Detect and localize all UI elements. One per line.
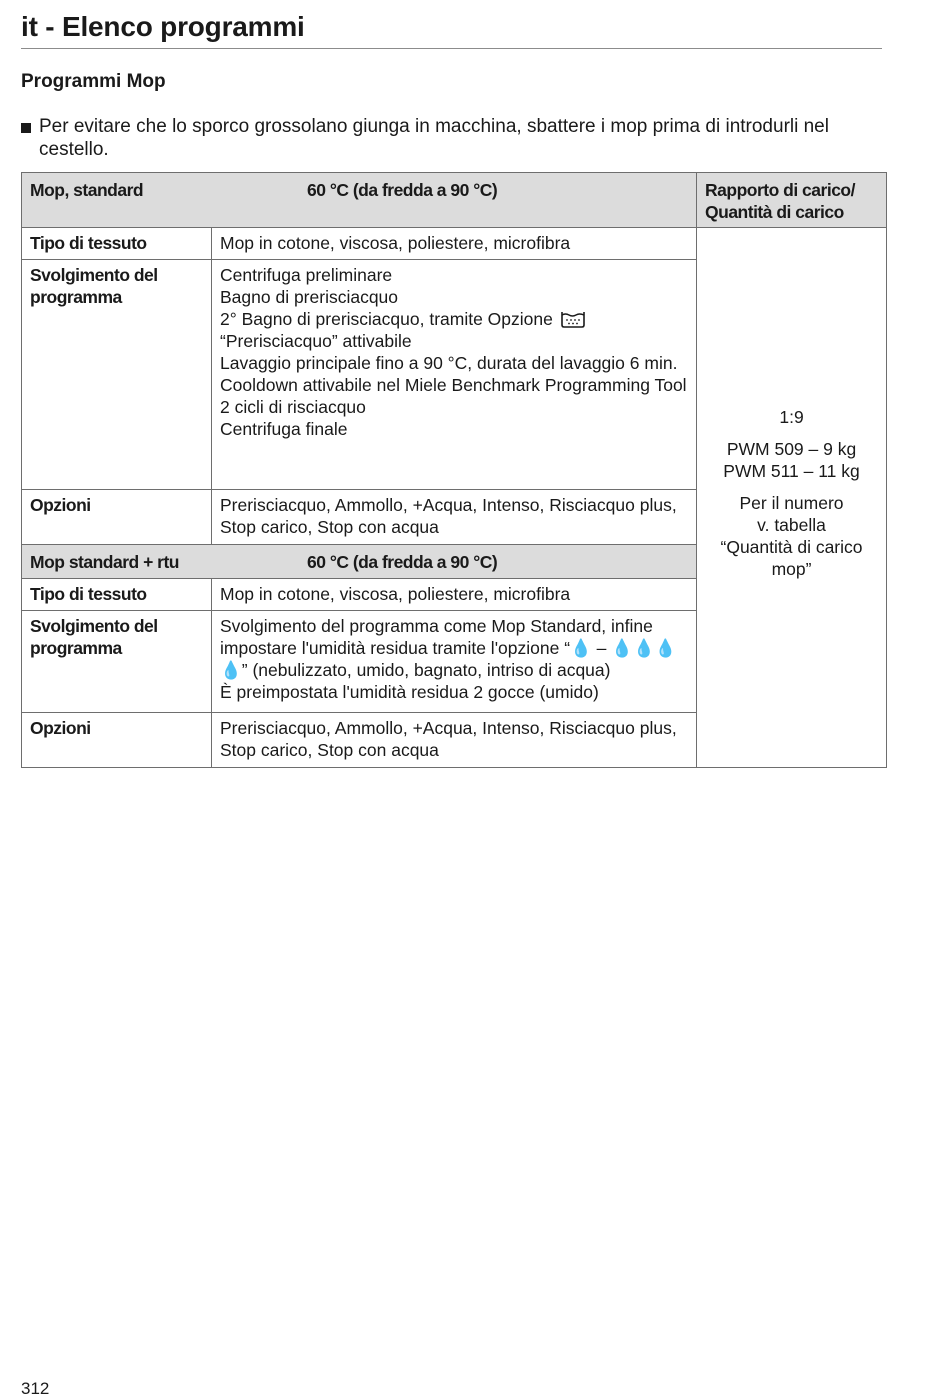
program-header-row: [22, 173, 887, 228]
options-value: Prerisciacquo, Ammollo, +Acqua, Intenso, Risciacquo plus, Stop carico, Stop con acqua: [212, 713, 697, 768]
load-ratio: 1:9: [779, 406, 804, 427]
section-title: Programmi Mop: [21, 71, 166, 92]
note-text: Per evitare che lo sporco grossolano giunga in macchina, sbattere i mop prima di introdurli nel cestello.: [39, 116, 829, 160]
program-temperature: 60 °C (da fredda a 90 °C): [307, 552, 498, 572]
fabric-label: Tipo di tessuto: [22, 579, 212, 611]
instruction-note: [21, 115, 891, 161]
page-header: [21, 10, 882, 49]
sequence-step: Lavaggio principale fino a 90 °C, durata del lavaggio 6 min.: [220, 353, 678, 373]
fabric-label: Tipo di tessuto: [22, 228, 212, 260]
square-bullet-icon: [21, 123, 31, 133]
sequence-label: Svolgimento del programma: [22, 611, 212, 713]
load-ref-line-1: Per il numero: [739, 492, 844, 513]
load-ref-line-2: v. tabella: [757, 514, 826, 535]
sequence-step: È preimpostata l'umidità residua 2 gocce (umido): [220, 682, 599, 702]
sequence-label: Svolgimento del programma: [22, 260, 212, 490]
load-header: Rapporto di carico/ Quantità di carico: [697, 173, 887, 228]
sequence-step: Centrifuga preliminare: [220, 265, 393, 285]
sequence-step-text: “Prerisciacquo” attivabile: [220, 331, 412, 351]
options-label: Opzioni: [22, 490, 212, 545]
sequence-step: Cooldown attivabile nel Miele Benchmark Programming Tool: [220, 375, 687, 395]
sequence-step: Bagno di prerisciacquo: [220, 287, 399, 307]
sequence-step: [220, 308, 688, 352]
page-title: it - Elenco programmi: [21, 11, 305, 42]
load-ref-line-3: “Quantità di carico mop”: [720, 536, 863, 579]
program-table: [21, 172, 887, 768]
fabric-value: Mop in cotone, viscosa, poliestere, microfibra: [212, 228, 697, 260]
load-model-1: PWM 509 – 9 kg: [726, 438, 857, 459]
program-header: [22, 173, 697, 228]
table-row: [22, 228, 887, 260]
sequence-value: [212, 611, 697, 713]
load-info-cell: [697, 228, 887, 768]
page-number: 312: [21, 1379, 50, 1398]
sequence-step: Centrifuga finale: [220, 419, 348, 439]
sequence-step: Svolgimento del programma come Mop Standard, infine impostare l'umidità residua tramite l'opzione “💧 – 💧💧💧💧” (nebulizzato, umido, bagnato, intriso di acqua): [220, 616, 677, 680]
load-model-2: PWM 511 – 11 kg: [723, 460, 860, 481]
load-reference: [707, 492, 876, 580]
program-name: Mop, standard: [30, 180, 144, 200]
program-temperature: 60 °C (da fredda a 90 °C): [307, 180, 498, 200]
program-header: [22, 545, 697, 579]
sequence-step: 2 cicli di risciacquo: [220, 397, 366, 417]
sequence-value: [212, 260, 697, 490]
prerinse-icon: [560, 310, 586, 328]
options-label: Opzioni: [22, 713, 212, 768]
fabric-value: Mop in cotone, viscosa, poliestere, microfibra: [212, 579, 697, 611]
options-value: Prerisciacquo, Ammollo, +Acqua, Intenso, Risciacquo plus, Stop carico, Stop con acqua: [212, 490, 697, 545]
load-models: [707, 438, 876, 482]
sequence-step-text: 2° Bagno di prerisciacquo, tramite Opzione: [220, 309, 553, 329]
program-name: Mop standard + rtu: [30, 552, 179, 572]
